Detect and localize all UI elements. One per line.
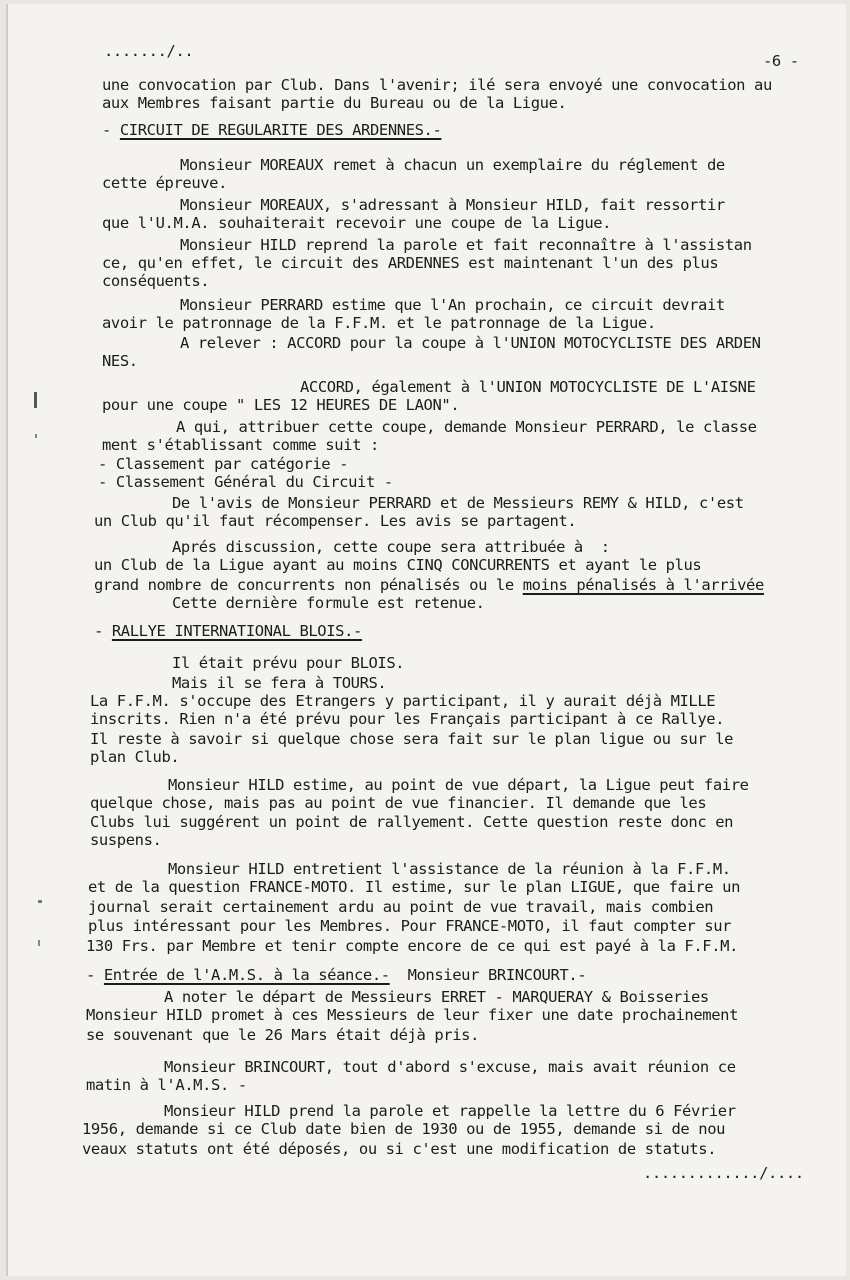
heading-text: CIRCUIT DE REGULARITE DES ARDENNES.- [119, 121, 442, 139]
margin-mark [38, 940, 40, 946]
page-number: -6 - [763, 52, 799, 70]
section-heading-rallye [94, 622, 362, 640]
text-line: un Club qu'il faut récompenser. Les avis se partagent. [94, 512, 577, 530]
text-line: Monsieur HILD entretient l'assistance de la réunion à la F.F.M. [168, 860, 731, 878]
line-text: grand nombre de concurrents non pénalisés ou le [94, 576, 523, 594]
text-line: veaux statuts ont été déposés, ou si c'est une modification de statuts. [82, 1140, 717, 1158]
text-line: conséquents. [102, 272, 210, 290]
text-line: Cette dernière formule est retenue. [172, 594, 485, 612]
text-line: avoir le patronnage de la F.F.M. et le patronnage de la Ligue. [102, 314, 656, 332]
margin-mark [35, 434, 37, 438]
text-line: suspens. [90, 831, 162, 849]
underlined-phrase: moins pénalisés à l'arrivée [522, 576, 764, 594]
margin-mark [34, 392, 37, 408]
text-line: matin à l'A.M.S. - [86, 1076, 247, 1094]
text-line: plus intéressant pour les Membres. Pour FRANCE-MOTO, il faut compter sur [88, 917, 732, 935]
heading-dash: - [94, 622, 112, 640]
heading-text: Entrée de l'A.M.S. à la séance.- [103, 966, 390, 984]
text-line: journal serait certainement ardu au point de vue travail, mais combien [88, 898, 714, 916]
text-line: NES. [102, 352, 138, 370]
text-line: et de la question FRANCE-MOTO. Il estime, sur le plan LIGUE, que faire un [88, 878, 741, 896]
section-heading-circuit [102, 121, 441, 139]
heading-dash: - [86, 966, 104, 984]
text-line: cette épreuve. [102, 174, 228, 192]
text-line: Aprés discussion, cette coupe sera attribuée à : [172, 538, 610, 556]
text-line: pour une coupe " LES 12 HEURES DE LAON". [102, 396, 460, 414]
text-line: - Classement Général du Circuit - [98, 473, 393, 491]
text-line: inscrits. Rien n'a été prévu pour les Français participant à ce Rallye. [90, 710, 725, 728]
text-line: Monsieur PERRARD estime que l'An prochain, ce circuit devrait [180, 296, 725, 314]
text-line: quelque chose, mais pas au point de vue financier. Il demande que les [90, 794, 707, 812]
text-line: aux Membres faisant partie du Bureau ou de la Ligue. [102, 94, 567, 112]
heading-text: RALLYE INTERNATIONAL BLOIS.- [111, 622, 362, 640]
text-line: ce, qu'en effet, le circuit des ARDENNES est maintenant l'un des plus [102, 254, 719, 272]
text-line: A qui, attribuer cette coupe, demande Monsieur PERRARD, le classe [176, 418, 757, 436]
section-heading-ams [86, 966, 586, 984]
text-line: A noter le départ de Messieurs ERRET - MARQUERAY & Boisseries [164, 988, 709, 1006]
text-line: ment s'établissant comme suit : [102, 436, 379, 454]
continuation-marker-top: ......./.. [104, 42, 194, 60]
text-line-emphasis [94, 576, 764, 594]
text-line: Monsieur BRINCOURT, tout d'abord s'excuse, mais avait réunion ce [164, 1058, 736, 1076]
text-line: A relever : ACCORD pour la coupe à l'UNION MOTOCYCLISTE DES ARDEN [180, 334, 761, 352]
text-line: - Classement par catégorie - [98, 455, 349, 473]
text-line: Monsieur MOREAUX remet à chacun un exemplaire du réglement de [180, 156, 725, 174]
text-line: Il reste à savoir si quelque chose sera fait sur le plan ligue ou sur le [90, 730, 734, 748]
text-line: 1956, demande si ce Club date bien de 1930 ou de 1955, demande si de nou [82, 1120, 726, 1138]
text-line: plan Club. [90, 748, 180, 766]
text-line: Clubs lui suggérent un point de rallyement. Cette question reste donc en [90, 813, 734, 831]
text-line: De l'avis de Monsieur PERRARD et de Messieurs REMY & HILD, c'est [172, 494, 744, 512]
text-line: Monsieur MOREAUX, s'adressant à Monsieur HILD, fait ressortir [180, 196, 725, 214]
text-line: Monsieur HILD prend la parole et rappelle la lettre du 6 Février [164, 1102, 736, 1120]
text-line: ACCORD, également à l'UNION MOTOCYCLISTE DE L'AISNE [300, 378, 756, 396]
text-line: que l'U.M.A. souhaiterait recevoir une coupe de la Ligue. [102, 214, 612, 232]
margin-mark [38, 900, 42, 903]
text-line: Monsieur HILD estime, au point de vue départ, la Ligue peut faire [168, 776, 749, 794]
heading-dash: - [102, 121, 120, 139]
text-line: 130 Frs. par Membre et tenir compte encore de ce qui est payé à la F.F.M. [86, 937, 739, 955]
text-line: se souvenant que le 26 Mars était déjà pris. [86, 1026, 479, 1044]
text-line: Monsieur HILD promet à ces Messieurs de leur fixer une date prochainement [86, 1006, 739, 1024]
text-line: Monsieur HILD reprend la parole et fait reconnaître à l'assistan [180, 236, 752, 254]
text-line: Mais il se fera à TOURS. [172, 674, 387, 692]
text-line: une convocation par Club. Dans l'avenir; ilé sera envoyé une convocation au [102, 76, 772, 94]
continuation-marker-bottom: ............./.... [643, 1164, 804, 1182]
heading-tail: Monsieur BRINCOURT.- [389, 966, 587, 984]
text-line: Il était prévu pour BLOIS. [172, 654, 405, 672]
text-line: un Club de la Ligue ayant au moins CINQ CONCURRENTS et ayant le plus [94, 556, 702, 574]
text-line: La F.F.M. s'occupe des Etrangers y participant, il y aurait déjà MILLE [90, 692, 716, 710]
